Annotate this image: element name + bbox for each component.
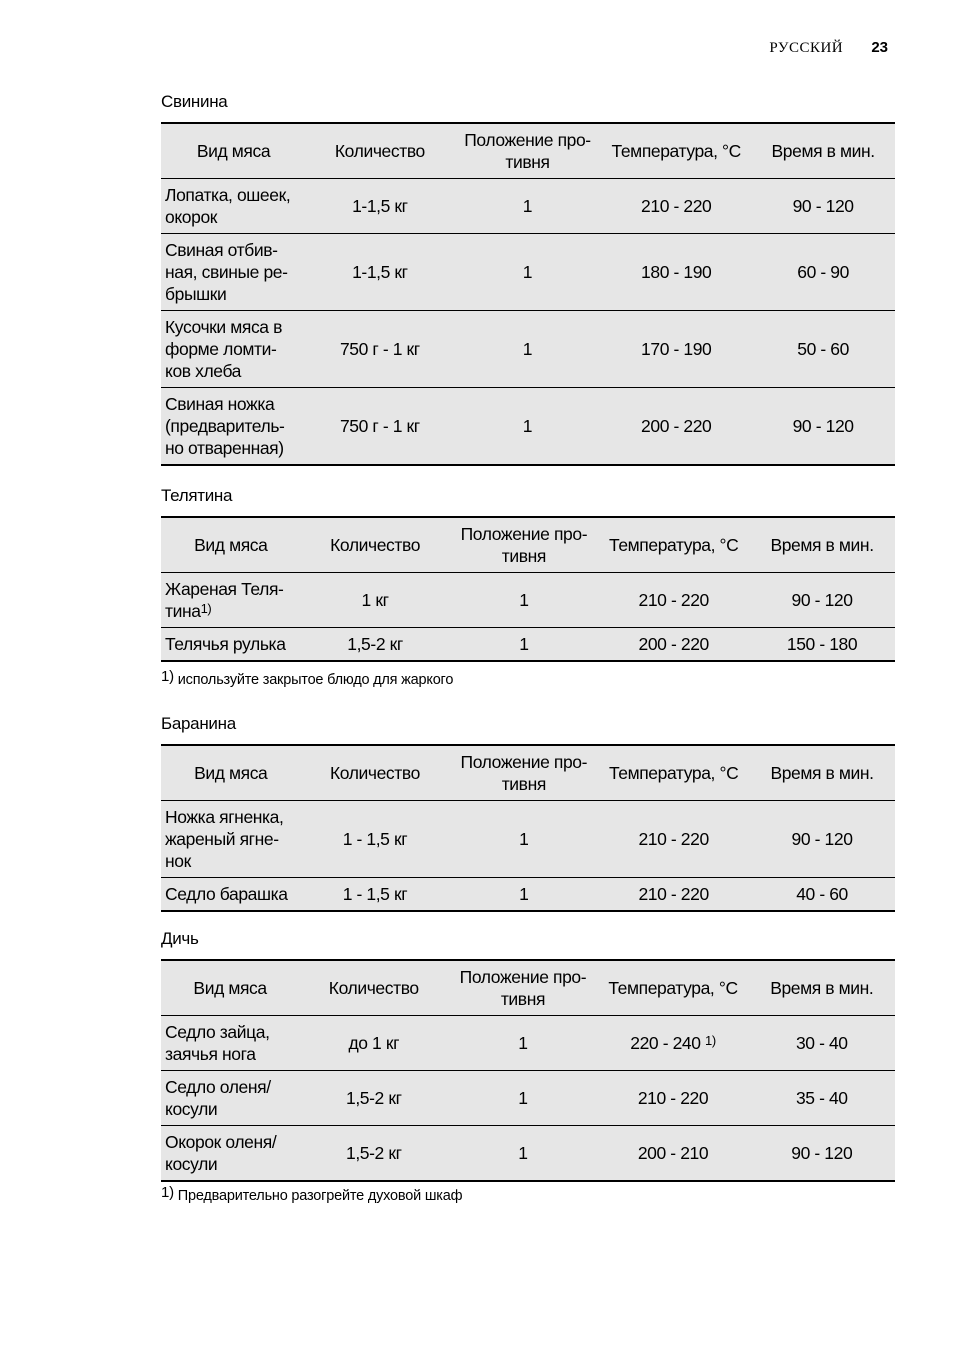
cell-text: 750 г - 1 кг xyxy=(339,416,420,436)
section-title: Баранина xyxy=(161,714,236,733)
cell-text: 1 xyxy=(522,262,533,282)
column-header-temperature: Температура, °C xyxy=(598,745,749,801)
table-row xyxy=(161,1071,895,1126)
column-header-quantity: Количество xyxy=(300,745,449,801)
cell-text: 200 - 210 xyxy=(637,1143,709,1163)
cell-meat-type xyxy=(161,1071,299,1126)
table-body xyxy=(161,573,895,662)
table-row xyxy=(161,1126,895,1182)
cell-time xyxy=(749,1016,895,1071)
meat-table xyxy=(161,516,895,662)
column-header-meat-type: Вид мяса xyxy=(161,123,306,179)
cell-temperature xyxy=(598,801,749,878)
cell-text: 30 - 40 xyxy=(795,1033,848,1053)
footnote-mark: 1) xyxy=(161,1184,174,1201)
cell-text: 40 - 60 xyxy=(796,884,848,904)
table-row xyxy=(161,801,895,878)
cell-shelf-position xyxy=(449,801,598,878)
cell-text: 180 - 190 xyxy=(641,262,712,282)
cell-quantity xyxy=(299,1071,448,1126)
column-header-quantity: Количество xyxy=(299,960,448,1016)
table-row xyxy=(161,1016,895,1071)
cell-temperature xyxy=(597,1126,748,1182)
cell-text: 220 - 240 xyxy=(630,1033,706,1053)
cell-text: 210 - 220 xyxy=(638,884,709,904)
cell-shelf-position xyxy=(449,878,598,912)
cell-text: 210 - 220 xyxy=(641,196,712,216)
cell-text: 210 - 220 xyxy=(638,590,709,610)
column-header-time: Время в мин. xyxy=(749,745,895,801)
cell-time xyxy=(749,573,895,628)
column-header-shelf-position: Положение про-тивня xyxy=(448,960,597,1016)
cell-meat-type xyxy=(161,311,306,388)
cell-text: 90 - 120 xyxy=(792,416,854,436)
cell-text: 1 xyxy=(519,590,529,610)
column-header-temperature: Температура, °C xyxy=(601,123,751,179)
section-title: Дичь xyxy=(161,929,199,948)
cell-meat-type xyxy=(161,234,306,311)
footnote-text: используйте закрытое блюдо для жаркого xyxy=(177,672,454,688)
cell-time xyxy=(751,311,895,388)
cell-text: Седло барашка xyxy=(165,884,288,904)
table-row xyxy=(161,234,895,311)
table-header xyxy=(161,123,895,179)
cell-text: 1 - 1,5 кг xyxy=(342,884,408,904)
table-row xyxy=(161,878,895,912)
cell-text: 1-1,5 кг xyxy=(352,262,408,282)
cell-time xyxy=(749,878,895,912)
footnote-veal xyxy=(161,668,454,689)
cell-time xyxy=(749,1126,895,1182)
section-veal xyxy=(161,486,895,662)
cell-text: 1 xyxy=(519,634,529,654)
column-header-quantity: Количество xyxy=(301,517,450,573)
cell-text: Седло оленя/ косули xyxy=(165,1077,271,1119)
section-game xyxy=(161,929,895,1182)
section-title: Телятина xyxy=(161,486,233,505)
cell-text: 35 - 40 xyxy=(795,1088,848,1108)
meat-table xyxy=(161,959,895,1182)
cell-text: 1,5-2 кг xyxy=(347,634,403,654)
cell-text: 750 г - 1 кг xyxy=(339,339,420,359)
cell-meat-type xyxy=(161,573,301,628)
cell-text: 1 кг xyxy=(361,590,389,610)
cell-quantity xyxy=(306,388,454,466)
cell-text: Свиная ножка (предваритель-но отваренная) xyxy=(165,394,285,458)
cell-meat-type xyxy=(161,878,300,912)
cell-temperature xyxy=(597,1016,748,1071)
cell-text: Телячья рулька xyxy=(165,634,286,654)
page-number: 23 xyxy=(871,39,888,56)
cell-text: Ножка ягненка, жареный ягне-нок xyxy=(165,807,284,871)
cell-meat-type xyxy=(161,388,306,466)
cell-quantity xyxy=(299,1016,448,1071)
cell-quantity xyxy=(300,801,449,878)
section-title: Свинина xyxy=(161,92,228,111)
cell-text: до 1 кг xyxy=(348,1033,400,1053)
cell-text: 60 - 90 xyxy=(797,262,849,282)
column-header-time: Время в мин. xyxy=(749,517,895,573)
footnote-mark: 1) xyxy=(161,668,174,685)
cell-quantity xyxy=(300,878,449,912)
cell-text: 1 xyxy=(518,1088,528,1108)
cell-text: 210 - 220 xyxy=(637,1088,709,1108)
cell-text: 170 - 190 xyxy=(641,339,712,359)
column-header-time: Время в мин. xyxy=(749,960,895,1016)
cell-text: Седло зайца, заячья нога xyxy=(165,1022,270,1064)
cell-meat-type xyxy=(161,628,301,662)
header-row xyxy=(161,960,895,1016)
table-row xyxy=(161,388,895,466)
column-header-time: Время в мин. xyxy=(751,123,895,179)
header-row xyxy=(161,745,895,801)
page-header xyxy=(769,39,888,57)
column-header-shelf-position: Положение про-тивня xyxy=(449,745,598,801)
table-header xyxy=(161,745,895,801)
cell-text: 1 xyxy=(518,1143,528,1163)
language-label: РУССКИЙ xyxy=(769,40,844,56)
table-header xyxy=(161,517,895,573)
column-header-meat-type: Вид мяса xyxy=(161,960,299,1016)
cell-text: Лопатка, ошеек, окорок xyxy=(165,185,291,227)
cell-temperature xyxy=(598,628,749,662)
cell-temperature xyxy=(597,1071,748,1126)
table-body xyxy=(161,1016,895,1182)
table-row xyxy=(161,573,895,628)
column-header-temperature: Температура, °C xyxy=(597,960,748,1016)
column-header-shelf-position: Положение про-тивня xyxy=(450,517,599,573)
cell-quantity xyxy=(306,234,454,311)
column-header-quantity: Количество xyxy=(306,123,454,179)
table-body xyxy=(161,801,895,912)
table-header xyxy=(161,960,895,1016)
cell-text: 1,5-2 кг xyxy=(345,1143,402,1163)
cell-text: 50 - 60 xyxy=(797,339,849,359)
cell-shelf-position xyxy=(450,573,599,628)
cell-text: 90 - 120 xyxy=(792,196,854,216)
cell-shelf-position xyxy=(448,1071,597,1126)
cell-shelf-position xyxy=(454,311,602,388)
cell-text: 1-1,5 кг xyxy=(352,196,408,216)
cell-quantity xyxy=(306,311,454,388)
meat-table xyxy=(161,122,895,466)
cell-temperature xyxy=(598,573,749,628)
cell-time xyxy=(751,388,895,466)
header-row xyxy=(161,123,895,179)
cell-text: 1 xyxy=(522,416,533,436)
cell-text: 90 - 120 xyxy=(791,829,853,849)
footnote-ref: 1) xyxy=(200,601,212,616)
cell-text: Жареная Теля-тина xyxy=(165,579,284,621)
cell-time xyxy=(749,801,895,878)
column-header-shelf-position: Положение про-тивня xyxy=(454,123,602,179)
cell-text: 1 xyxy=(519,829,529,849)
cell-text: 1 xyxy=(522,339,533,359)
cell-meat-type xyxy=(161,179,306,234)
meat-table xyxy=(161,744,895,912)
cell-text: 1 xyxy=(522,196,533,216)
table-row xyxy=(161,311,895,388)
cell-text: Кусочки мяса в форме ломти-ков хлеба xyxy=(165,317,283,381)
cell-meat-type xyxy=(161,1126,299,1182)
cell-shelf-position xyxy=(450,628,599,662)
cell-temperature xyxy=(601,388,751,466)
header-row xyxy=(161,517,895,573)
cell-shelf-position xyxy=(448,1126,597,1182)
cell-temperature xyxy=(601,234,751,311)
cell-text: Свиная отбив-ная, свиные ре-брышки xyxy=(165,240,288,304)
section-lamb xyxy=(161,714,895,912)
cell-text: 210 - 220 xyxy=(638,829,709,849)
cell-time xyxy=(751,234,895,311)
cell-temperature xyxy=(598,878,749,912)
cell-shelf-position xyxy=(454,234,602,311)
cell-time xyxy=(749,628,895,662)
cell-text: 200 - 220 xyxy=(641,416,712,436)
cell-quantity xyxy=(299,1126,448,1182)
cell-meat-type xyxy=(161,1016,299,1071)
cell-text: 200 - 220 xyxy=(638,634,709,654)
table-row xyxy=(161,628,895,662)
cell-shelf-position xyxy=(454,388,602,466)
column-header-meat-type: Вид мяса xyxy=(161,517,301,573)
cell-quantity xyxy=(306,179,454,234)
footnote-ref: 1) xyxy=(705,1033,716,1048)
cell-shelf-position xyxy=(448,1016,597,1071)
cell-temperature xyxy=(601,311,751,388)
cell-quantity xyxy=(301,573,450,628)
table-row xyxy=(161,179,895,234)
cell-text: 1 xyxy=(518,1033,528,1053)
cell-time xyxy=(751,179,895,234)
column-header-meat-type: Вид мяса xyxy=(161,745,300,801)
cell-text: 1 xyxy=(519,884,529,904)
cell-text: 1 - 1,5 кг xyxy=(342,829,408,849)
cell-text: Окорок оленя/ косули xyxy=(165,1132,277,1174)
cell-meat-type xyxy=(161,801,300,878)
cell-time xyxy=(749,1071,895,1126)
section-pork xyxy=(161,92,895,466)
footnote-game xyxy=(161,1184,463,1205)
cell-text: 90 - 120 xyxy=(791,1143,853,1163)
table-body xyxy=(161,179,895,466)
cell-shelf-position xyxy=(454,179,602,234)
cell-text: 150 - 180 xyxy=(786,634,858,654)
column-header-temperature: Температура, °C xyxy=(598,517,749,573)
cell-text: 1,5-2 кг xyxy=(345,1088,402,1108)
cell-temperature xyxy=(601,179,751,234)
footnote-text: Предварительно разогрейте духовой шкаф xyxy=(177,1188,463,1204)
cell-text: 90 - 120 xyxy=(791,590,853,610)
cell-quantity xyxy=(301,628,450,662)
